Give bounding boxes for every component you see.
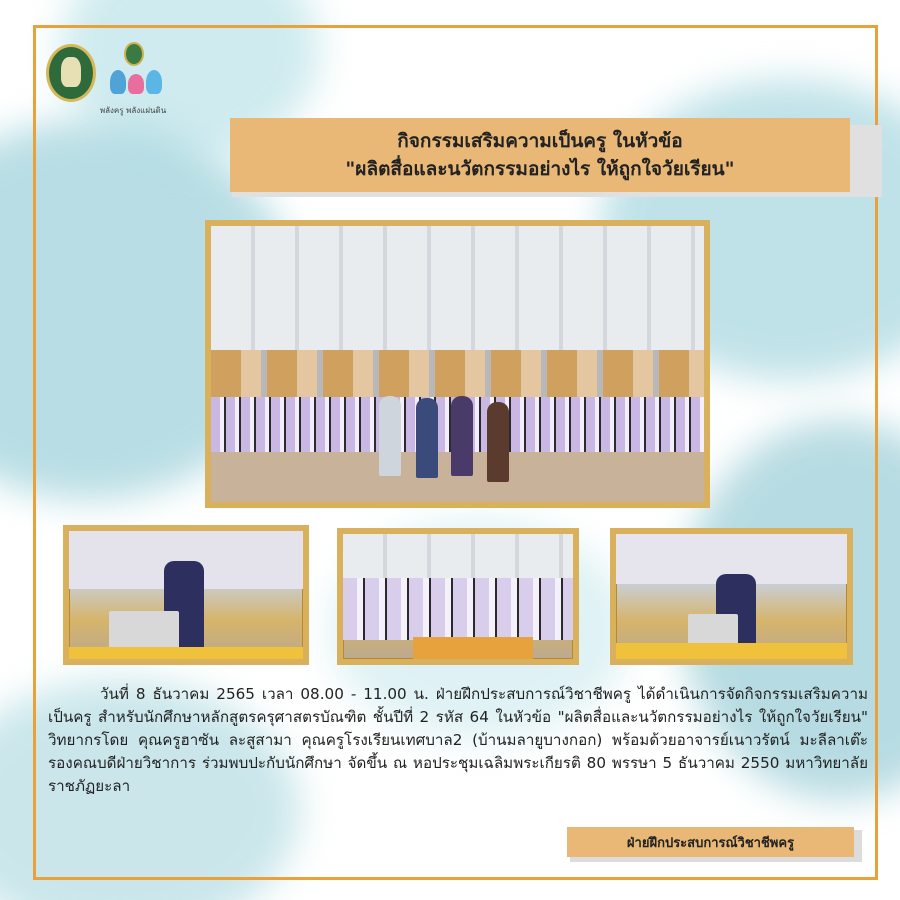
title-line-2: "ผลิตสื่อและนวัตกรรมอย่างไร ให้ถูกใจวัยเรียน" <box>345 158 735 180</box>
university-seal-icon <box>46 44 96 102</box>
group-photo <box>205 220 710 508</box>
students-photo <box>337 528 579 665</box>
title-banner <box>230 118 850 192</box>
footer-banner <box>567 827 854 857</box>
event-description-text: วันที่ 8 ธันวาคม 2565 เวลา 08.00 - 11.00 น. ฝ่ายฝึกประสบการณ์วิชาชีพครู ได้ดำเนินการจัดกิจกรรมเสริมความเป็นครู สำหรับนักศึกษาหลักสูตรครุศาสตรบัณฑิต ชั้นปีที่ 2 รหัส 64 ในหัวข้อ "ผลิตสื่อและนวัตกรรมอย่างไร ให้ถูกใจวัยเรียน" วิทยากรโดย คุณครูฮาซัน ละสูสามา คุณครูโรงเรียนเทศบาล2 (บ้านมลายูบางกอก) พร้อมด้วยอาจารย์เนาวรัตน์ มะลีลาเต๊ะ รองคณบดีฝ่ายวิชาการ ร่วมพบปะกับนักศึกษา จัดขึ้น ณ หอประชุมเฉลิมพระเกียรติ 80 พรรษา 5 ธันวาคม 2550 มหาวิทยาลัยราชภัฏยะลา <box>48 685 868 795</box>
program-logo-text: พลังครู พลังแผ่นดิน <box>99 106 167 115</box>
footer-label: ฝ่ายฝึกประสบการณ์วิชาชีพครู <box>626 835 795 851</box>
speaker-photo-1 <box>63 525 309 665</box>
event-description <box>48 683 868 798</box>
title-line-1: กิจกรรมเสริมความเป็นครู ในหัวข้อ <box>397 130 683 152</box>
speaker-photo-2 <box>610 528 853 665</box>
teacher-power-icon <box>106 42 166 112</box>
